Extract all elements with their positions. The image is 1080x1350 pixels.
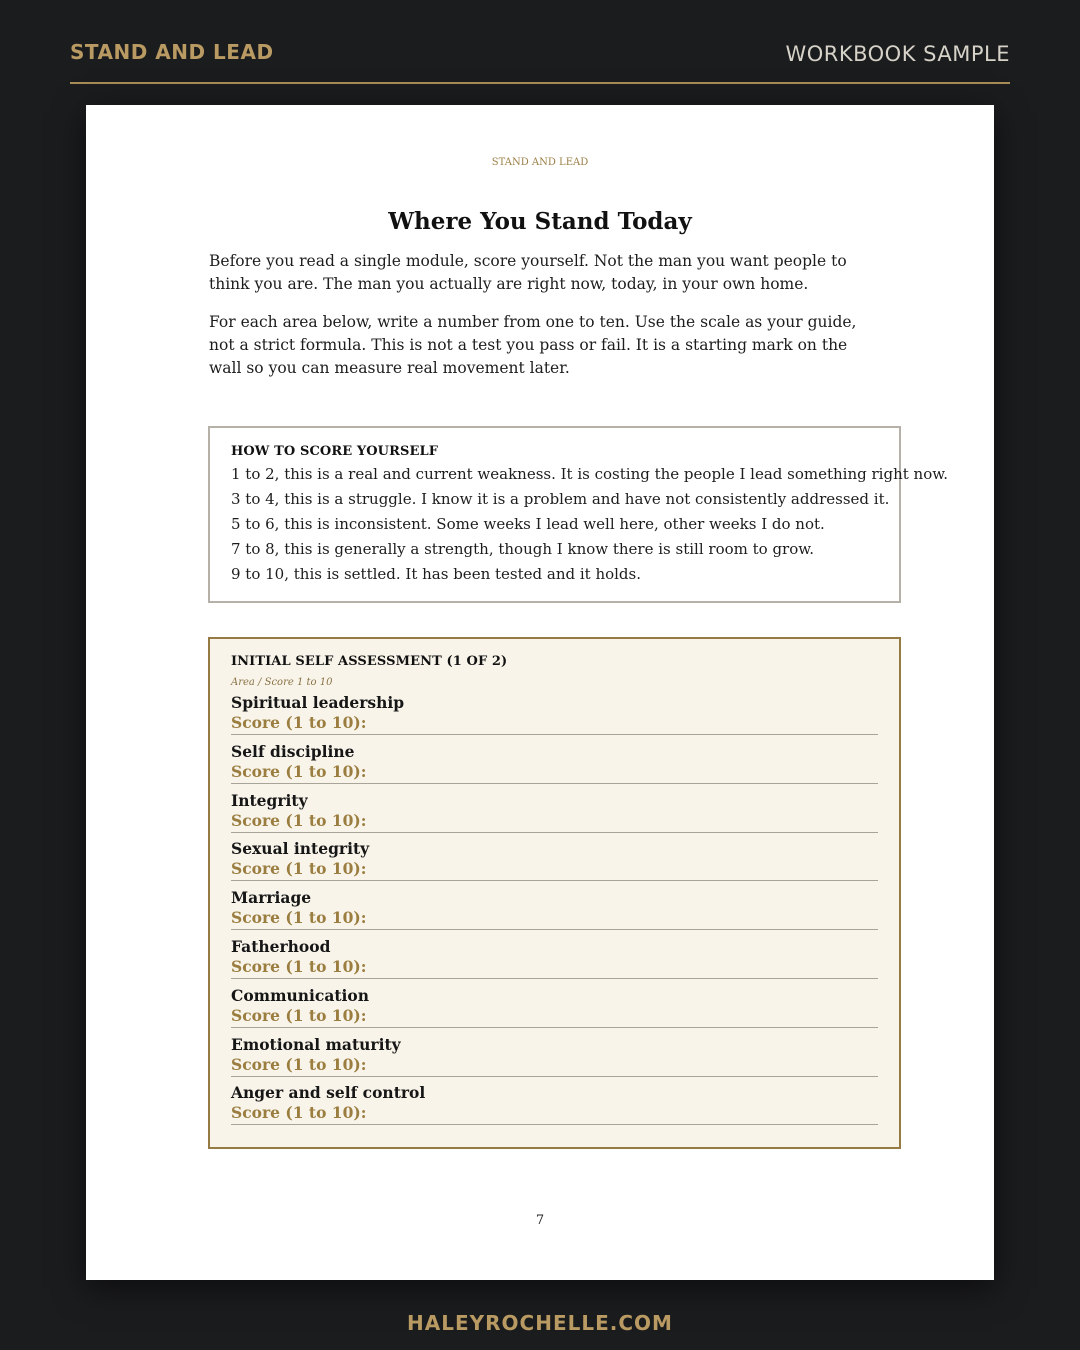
assessment-row [231, 790, 878, 839]
assessment-row [231, 838, 878, 887]
score-entry-line[interactable]: Score (1 to 10): [231, 762, 878, 784]
score-entry-line[interactable]: Score (1 to 10): [231, 957, 878, 979]
scoring-scale-box [208, 426, 949, 603]
footer-website: HALEYROCHELLE.COM [407, 1311, 673, 1335]
assessment-area-label: Marriage [231, 888, 312, 908]
score-entry-line[interactable]: Score (1 to 10): [231, 713, 878, 735]
running-head: STAND AND LEAD [491, 157, 589, 168]
assessment-area-label: Emotional maturity [231, 1034, 401, 1054]
assessment-row [231, 936, 878, 985]
assessment-heading: INITIAL SELF ASSESSMENT (1 OF 2) [231, 654, 508, 669]
assessment-area-label: Anger and self control [231, 1083, 426, 1103]
assessment-area-label: Fatherhood [231, 936, 331, 956]
assessment-area-label: Spiritual leadership [231, 693, 405, 712]
assessment-row [231, 985, 878, 1034]
score-entry-line[interactable]: Score (1 to 10): [231, 908, 878, 930]
assessment-area-label: Integrity [231, 790, 308, 810]
header-divider [70, 82, 1010, 84]
score-entry-line[interactable]: Score (1 to 10): [231, 811, 878, 833]
assessment-row [231, 1034, 878, 1083]
scale-line: 7 to 8, this is generally a strength, though I know there is still room to grow. [231, 540, 815, 558]
page-number: 7 [535, 1213, 545, 1228]
workbook-page [86, 105, 994, 1280]
scoring-scale-heading: HOW TO SCORE YOURSELF [231, 444, 439, 459]
scale-line: 3 to 4, this is a struggle. I know it is a problem and have not consistently addressed it. [231, 490, 890, 508]
assessment-area-label: Communication [231, 985, 370, 1005]
score-entry-line[interactable]: Score (1 to 10): [231, 859, 878, 881]
intro-paragraph: Before you read a single module, score yourself. Not the man you want people to think you are. The man you actually are right now, today, in your own home. [209, 252, 847, 293]
score-entry-line[interactable]: Score (1 to 10): [231, 1006, 878, 1028]
scale-line: 9 to 10, this is settled. It has been tested and it holds. [231, 565, 641, 583]
instructions-paragraph: For each area below, write a number from one to ten. Use the scale as your guide, not a strict formula. This is not a test you pass or fail. It is a starting mark on the wall so you can measure real movement later. [209, 313, 857, 377]
self-assessment-box [208, 637, 901, 1149]
assessment-list [231, 692, 878, 1131]
assessment-subhead: Area / Score 1 to 10 [231, 677, 333, 688]
scale-line: 1 to 2, this is a real and current weakness. It is costing the people I lead something right now. [231, 465, 949, 483]
assessment-row [231, 692, 878, 741]
page-title: Where You Stand Today [388, 208, 692, 235]
assessment-row [231, 887, 878, 936]
assessment-area-label: Sexual integrity [231, 839, 370, 859]
assessment-area-label: Self discipline [231, 741, 355, 761]
assessment-row [231, 741, 878, 790]
scale-line: 5 to 6, this is inconsistent. Some weeks I lead well here, other weeks I do not. [231, 515, 825, 533]
score-entry-line[interactable]: Score (1 to 10): [231, 1055, 878, 1077]
brand-title: STAND AND LEAD [70, 40, 274, 64]
workbook-sample-label: WORKBOOK SAMPLE [785, 42, 1010, 66]
score-entry-line[interactable]: Score (1 to 10): [231, 1103, 878, 1125]
assessment-row [231, 1082, 878, 1131]
